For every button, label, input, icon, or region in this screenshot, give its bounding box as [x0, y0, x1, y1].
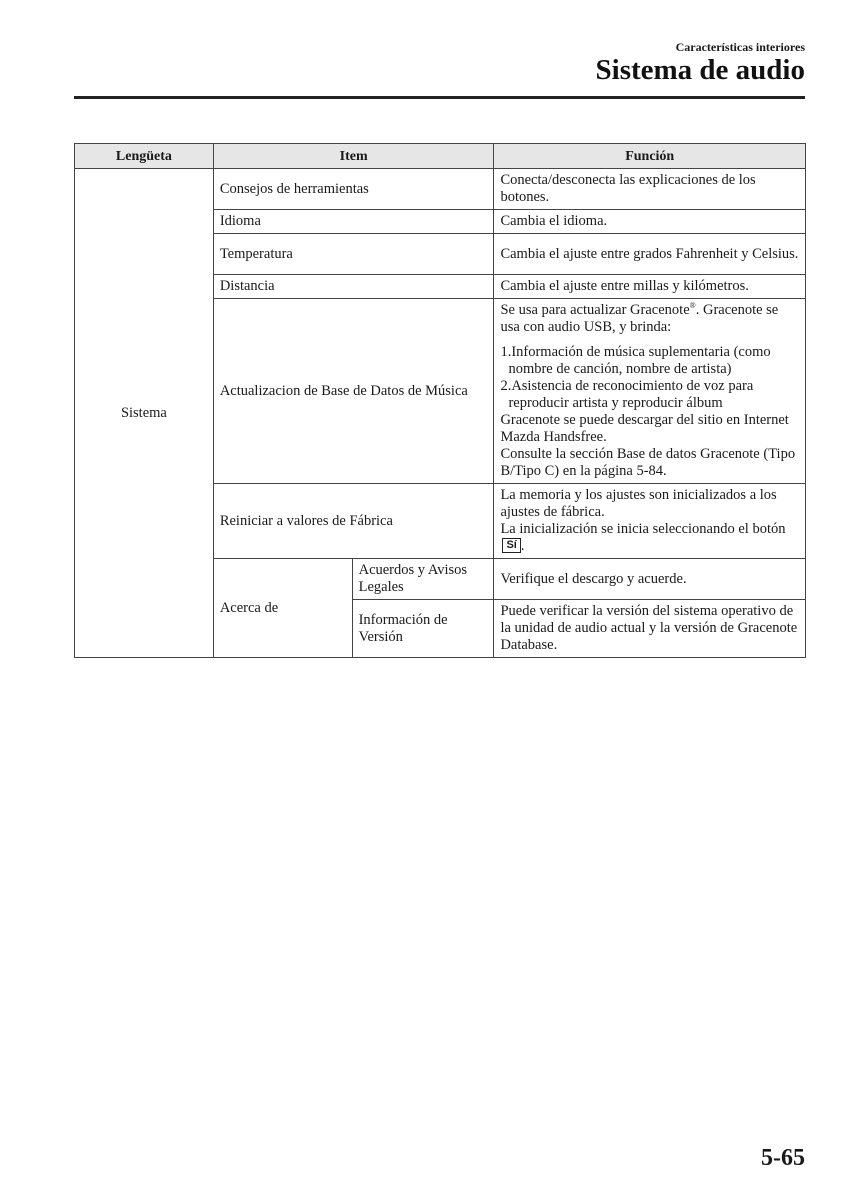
item-cell: Consejos de herramientas — [213, 169, 494, 210]
function-cell: Puede verificar la versión del sistema operativo de la unidad de audio actual y la versión de Gracenote Database. — [494, 600, 806, 658]
list-item: 1.Información de música suplementaria (como — [500, 344, 771, 360]
item-cell: Idioma — [213, 210, 494, 234]
section-label: Características interiores — [675, 40, 805, 54]
header-tab: Lengüeta — [75, 144, 214, 169]
settings-table — [74, 143, 806, 658]
registered-mark: ® — [689, 301, 696, 311]
database-note: Gracenote se puede descargar del sitio en Internet Mazda Handsfree. — [500, 412, 789, 445]
si-button-label: Sí — [502, 538, 520, 553]
function-cell: La memoria y los ajustes son inicializados a los ajustes de fábrica. La inicialización se inicia seleccionando el botón Sí . — [494, 484, 806, 559]
header-function: Función — [494, 144, 806, 169]
item-cell: Reiniciar a valores de Fábrica — [213, 484, 494, 559]
subitem-cell: Información de Versión — [352, 600, 494, 658]
database-intro: Se usa para actualizar Gracenote®. Gracenote se usa con audio USB, y brinda: — [500, 301, 779, 335]
item-cell: Distancia — [213, 275, 494, 299]
header-item: Item — [213, 144, 494, 169]
header-rule — [74, 96, 805, 99]
item-cell: Acerca de — [213, 559, 352, 658]
subitem-cell: Acuerdos y Avisos Legales — [352, 559, 494, 600]
table-header-row — [75, 144, 806, 169]
function-cell: Cambia el ajuste entre grados Fahrenheit y Celsius. — [494, 234, 806, 275]
function-cell: Verifique el descargo y acuerde. — [494, 559, 806, 600]
list-item-continuation: reproducir artista y reproducir álbum — [508, 395, 723, 411]
page-title: Sistema de audio — [595, 54, 805, 86]
list-item-continuation: nombre de canción, nombre de artista) — [508, 361, 732, 377]
item-cell: Actualizacion de Base de Datos de Música — [213, 299, 494, 484]
database-reference: Consulte la sección Base de datos Gracenote (Tipo B/Tipo C) en la página 5-84. — [500, 446, 796, 479]
function-cell: Conecta/desconecta las explicaciones de los botones. — [494, 169, 806, 210]
table-row — [75, 169, 806, 210]
tab-cell: Sistema — [75, 169, 214, 658]
item-cell: Temperatura — [213, 234, 494, 275]
list-item: 2.Asistencia de reconocimiento de voz para — [500, 378, 754, 394]
page-number: 5-65 — [761, 1145, 805, 1171]
function-cell: Cambia el ajuste entre millas y kilómetros. — [494, 275, 806, 299]
function-cell: Cambia el idioma. — [494, 210, 806, 234]
function-cell — [494, 299, 806, 484]
